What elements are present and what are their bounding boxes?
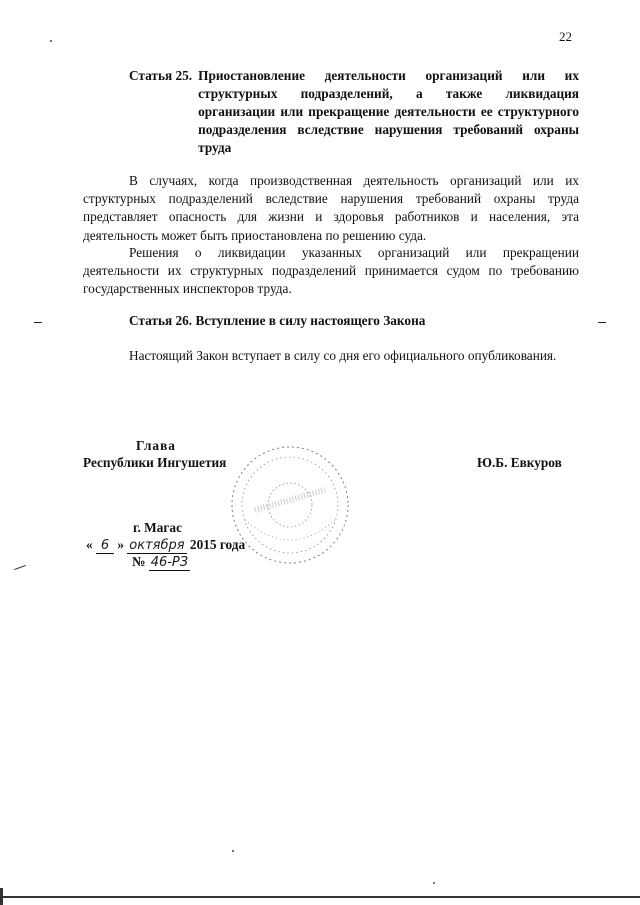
- article-25-title: Приостановление деятельности организаций или их структурных подразделений, а также ликвидация организации или прекращение деятельности ее структурного подразделения вследствие нарушения требований охраны труда: [198, 68, 579, 155]
- date-month-handwritten: октября: [129, 538, 185, 553]
- date-year: 2015 года: [189, 537, 246, 552]
- article-25-heading: [129, 67, 579, 157]
- margin-mark: [14, 565, 26, 570]
- article-25-paragraph-1: В случаях, когда производственная деятельность организаций или их структурных подразделений вследствие нарушения требований охраны труда представляет опасность для жизни и здоровья работников и населения, эта деятельность может быть приостановлена по решению суда.: [83, 173, 579, 243]
- date-day-handwritten: 6: [96, 539, 114, 554]
- place-of-signing: г. Магас: [133, 520, 182, 535]
- date-open-quote: «: [86, 537, 93, 552]
- margin-mark: [34, 322, 42, 323]
- date-line: [86, 537, 245, 554]
- scan-edge: [0, 888, 3, 905]
- registration-number-handwritten: 46-РЗ: [150, 555, 189, 570]
- article-26-text: Настоящий Закон вступает в силу со дня его официального опубликования.: [129, 348, 557, 363]
- scan-speck: [433, 882, 435, 884]
- article-25-number: Статья 25.: [129, 68, 193, 83]
- signatory-name: Ю.Б. Евкуров: [477, 455, 562, 470]
- registration-number-line: [132, 554, 190, 571]
- date-close-quote: »: [117, 537, 124, 552]
- registration-prefix: №: [132, 554, 146, 569]
- signatory-title-line-2: Республики Ингушетия: [83, 455, 227, 470]
- signatory-title-line-1: Глава: [136, 438, 176, 453]
- article-26-heading: Статья 26. Вступление в силу настоящего Закона: [129, 313, 426, 328]
- page-number: 22: [559, 29, 572, 44]
- scan-speck: [50, 40, 52, 42]
- scan-speck: [232, 850, 234, 852]
- margin-mark: [598, 322, 606, 323]
- scan-edge: [0, 896, 640, 898]
- article-25-paragraph-2: Решения о ликвидации указанных организаций или прекращении деятельности их структурных подразделений принимается судом по требованию государственных инспекторов труда.: [83, 245, 579, 297]
